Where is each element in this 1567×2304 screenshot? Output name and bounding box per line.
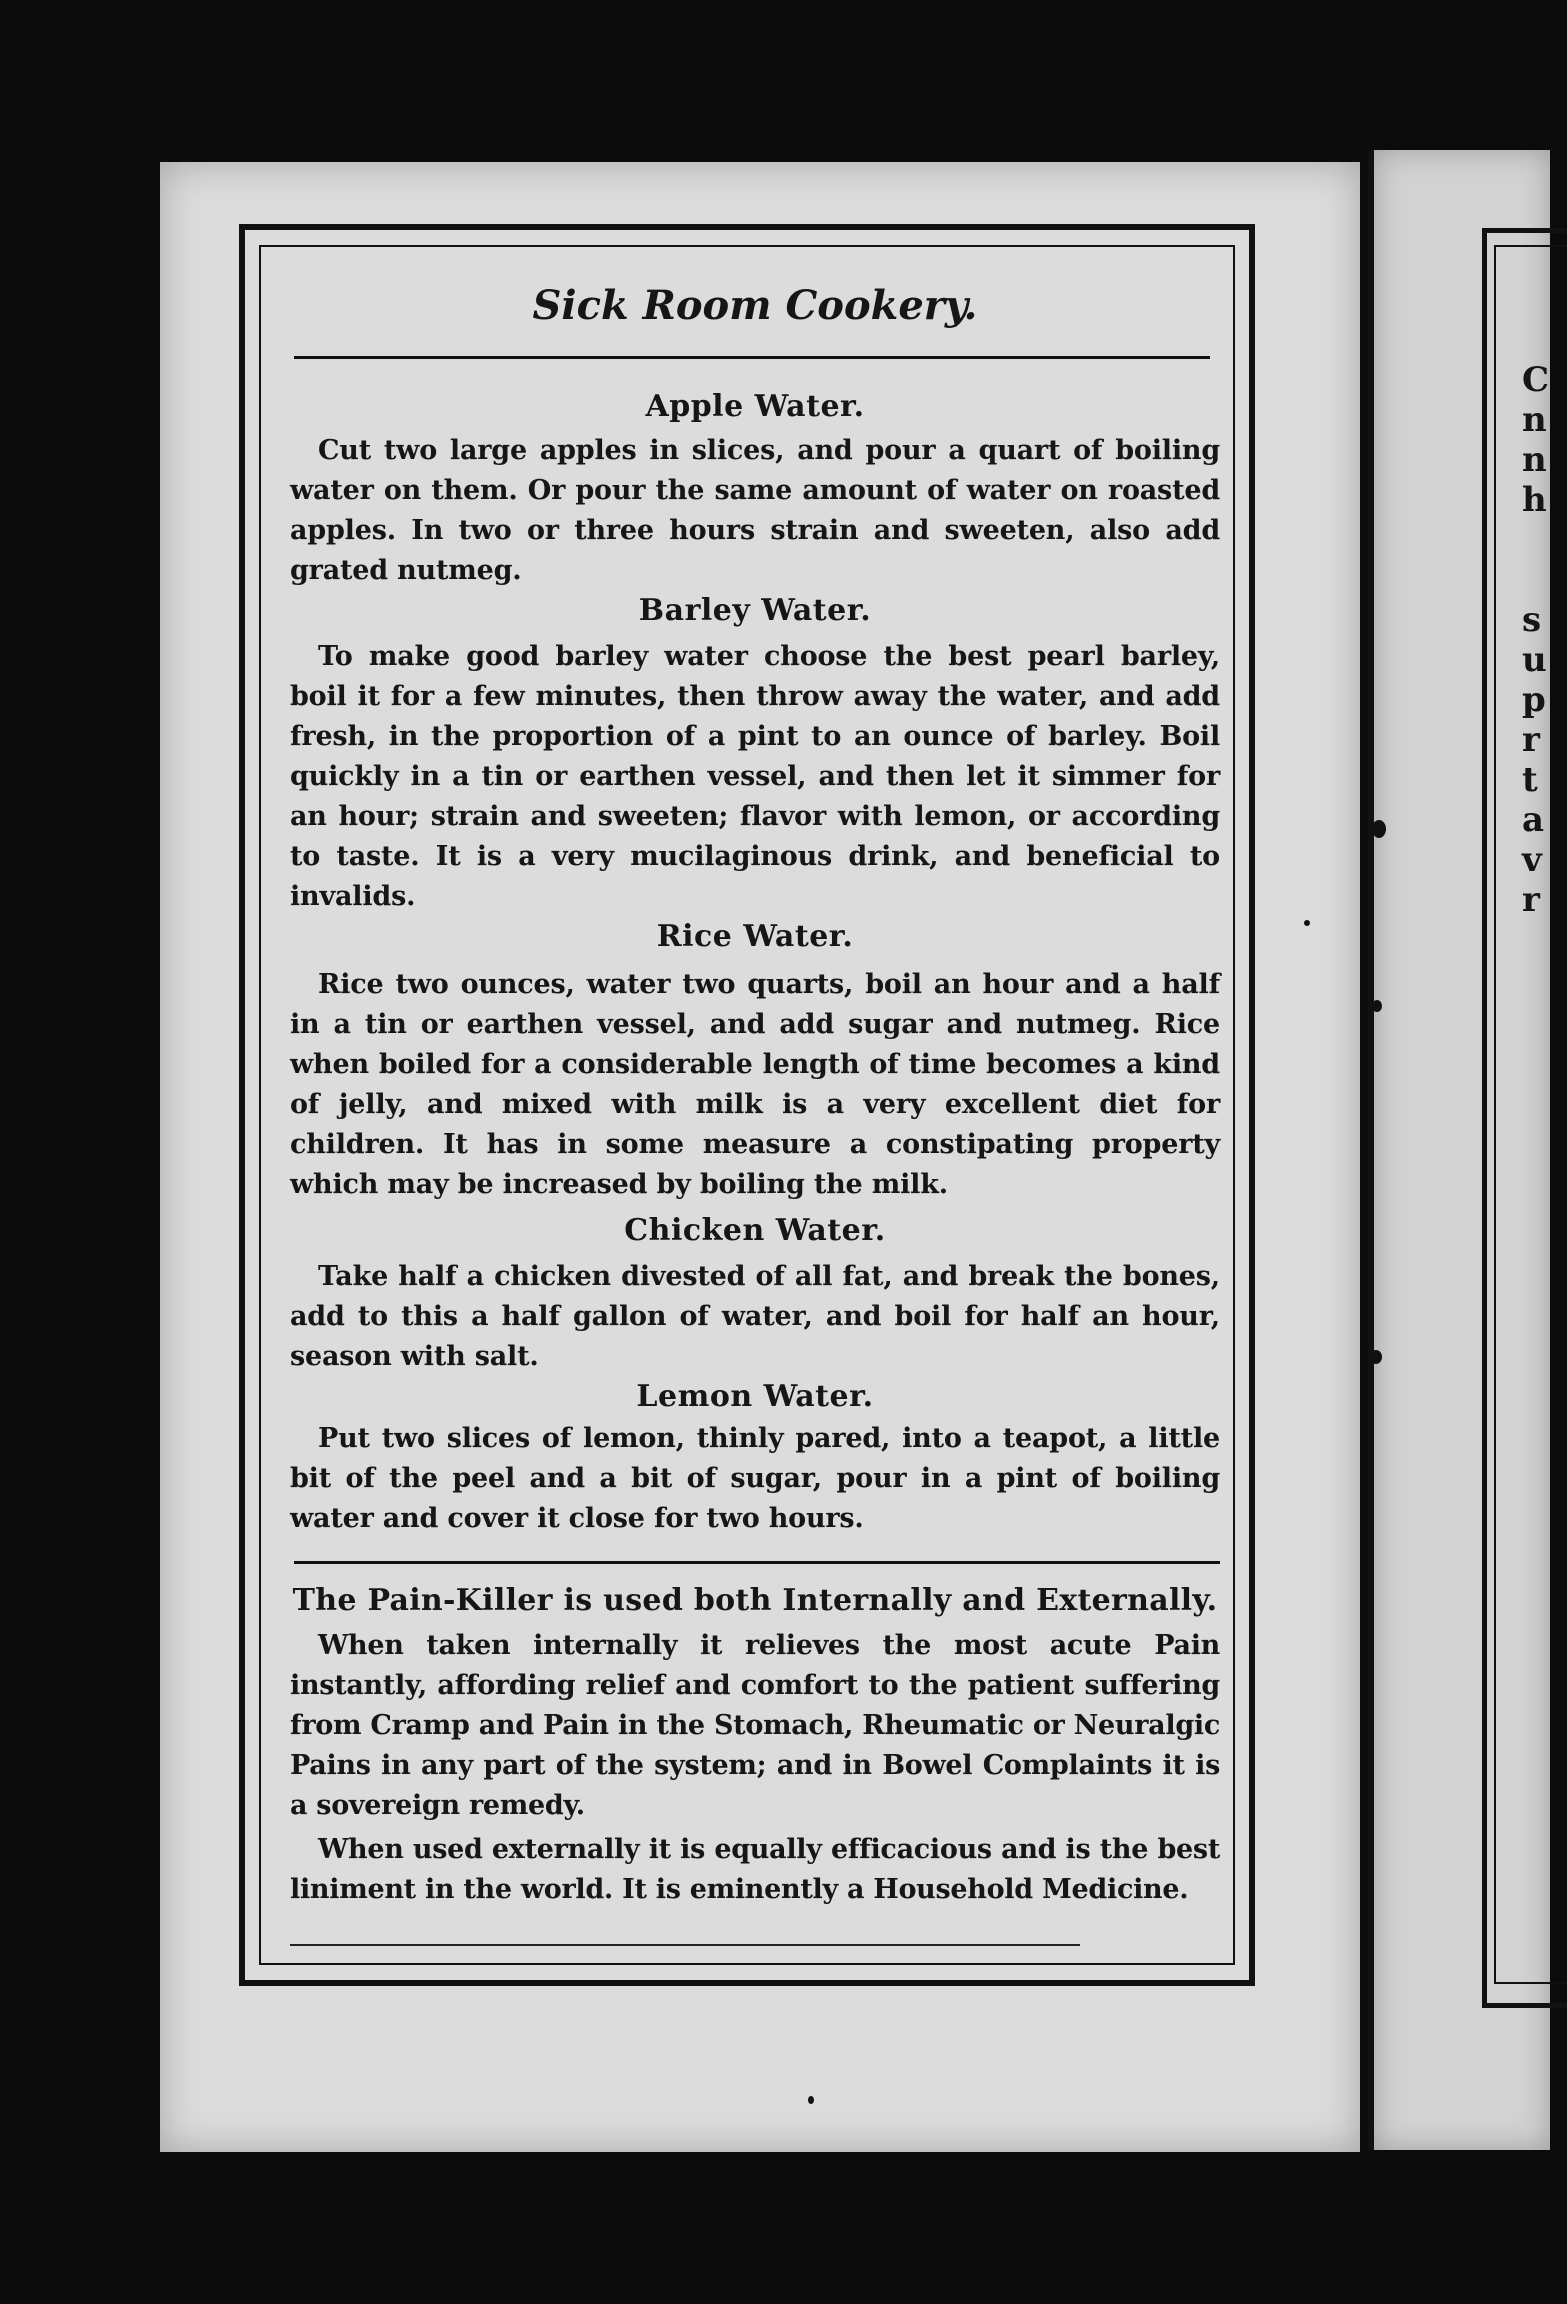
ink-speck: [1372, 820, 1386, 838]
recipe-rice-water: [290, 917, 1220, 1205]
ink-speck: [1304, 920, 1310, 926]
section-divider: [294, 1561, 1220, 1564]
advertisement-paragraph: When used externally it is equally efficacious and is the best liniment in the world. It is eminently a Household Medicine.: [290, 1834, 1220, 1905]
adjacent-letter: r: [1522, 880, 1540, 920]
recipe-heading: Rice Water.: [656, 919, 854, 954]
recipe-chicken-water: [290, 1211, 1220, 1377]
recipe-lemon-water: [290, 1377, 1220, 1539]
adjacent-letter: u: [1522, 640, 1547, 680]
adjacent-letter: h: [1522, 480, 1547, 520]
adjacent-gap: [1522, 520, 1552, 600]
adjacent-page: [1368, 150, 1550, 2150]
recipe-barley-water: [290, 591, 1220, 917]
recipe-heading: Apple Water.: [645, 389, 865, 424]
adjacent-letter: a: [1522, 800, 1545, 840]
adjacent-page-letters: [1522, 360, 1552, 920]
adjacent-letter: s: [1522, 600, 1542, 640]
adjacent-letter: n: [1522, 400, 1547, 440]
page-content: [290, 270, 1220, 1910]
recipe-heading: Lemon Water.: [636, 1379, 874, 1414]
recipe-body: Cut two large apples in slices, and pour a quart of boiling water on them. Or pour the same amount of water on roasted apples. In two or three hours strain and sweeten, also add grated nutmeg.: [290, 435, 1220, 586]
adjacent-letter: n: [1522, 440, 1547, 480]
recipe-body: Rice two ounces, water two quarts, boil an hour and a half in a tin or earthen vessel, and add sugar and nutmeg. Rice when boiled for a considerable length of time becomes a kind of jelly, and mixed with milk is a very excellent diet for children. It has in some measure a constipating property which may be increased by boiling the milk.: [290, 969, 1220, 1200]
advertisement: [290, 1580, 1220, 1910]
adjacent-letter: v: [1522, 840, 1542, 880]
advertisement-paragraph: When taken internally it relieves the most acute Pain instantly, affording relief and comfort to the patient suffering from Cramp and Pain in the Stomach, Rheumatic or Neuralgic Pains in any part of the system; and in Bowel Complaints it is a sovereign remedy.: [290, 1630, 1220, 1821]
recipe-heading: Chicken Water.: [624, 1213, 886, 1248]
recipe-body: Take half a chicken divested of all fat, and break the bones, add to this a half gallon of water, and boil for half an hour, season with salt.: [290, 1261, 1220, 1372]
adjacent-letter: r: [1522, 720, 1540, 760]
recipe-body: Put two slices of lemon, thinly pared, into a teapot, a little bit of the peel and a bit of sugar, pour in a pint of boiling water and cover it close for two hours.: [290, 1423, 1220, 1534]
ink-speck: [1372, 1000, 1382, 1012]
bottom-rule: [290, 1944, 1080, 1946]
recipe-apple-water: [290, 387, 1220, 591]
title-divider: [294, 356, 1210, 359]
recipe-heading: Barley Water.: [638, 593, 872, 628]
adjacent-letter: t: [1522, 760, 1538, 800]
adjacent-letter: p: [1522, 680, 1546, 720]
page-title: Sick Room Cookery.: [532, 282, 978, 329]
advertisement-heading: The Pain-Killer is used both Internally and Externally.: [292, 1583, 1218, 1618]
recipe-body: To make good barley water choose the best pearl barley, boil it for a few minutes, then throw away the water, and add fresh, in the proportion of a pint to an ounce of barley. Boil quickly in a tin or earthen vessel, and then let it simmer for an hour; strain and sweeten; flavor with lemon, or according to taste. It is a very mucilaginous drink, and beneficial to invalids.: [290, 641, 1220, 912]
adjacent-letter: C: [1522, 360, 1550, 400]
ink-speck: [808, 2096, 814, 2104]
ink-speck: [1370, 1350, 1382, 1364]
